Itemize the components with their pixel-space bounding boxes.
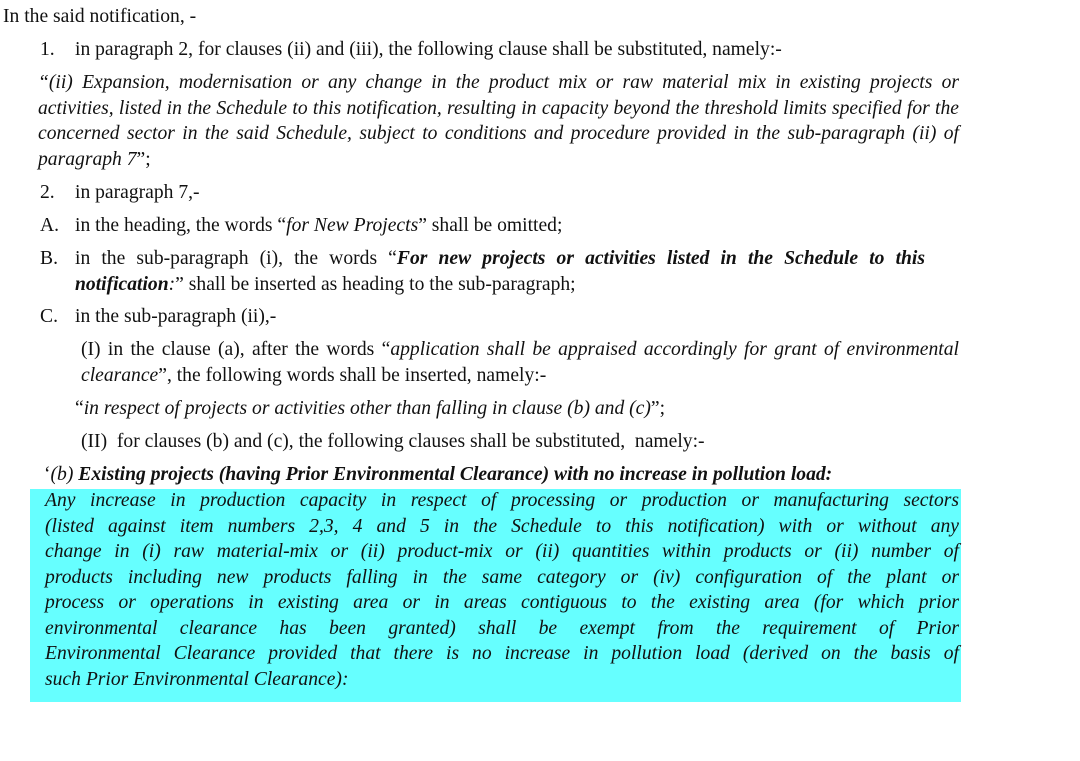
- clause-b-line-1: Any increase in production capacity in respect of processing or production or manufacturing sectors: [45, 490, 959, 511]
- quote-ii-body: Expansion, modernisation or any change in the product mix or raw material mix in existing projects or activities, listed in the Schedule to this notification, resulting in capacity beyond the threshold limits specified for the concerned sector in the said Schedule, subject to conditions and procedure provided in the sub-paragraph (ii) of paragraph 7: [38, 72, 960, 170]
- quoted-clause-ii: [38, 70, 959, 172]
- item-b-post: ” shall be inserted as heading to the sub-paragraph;: [175, 273, 576, 295]
- quote-ii-open: “(ii): [38, 72, 83, 93]
- item-a-pre: in the heading, the words “: [75, 215, 287, 236]
- item-1-number: 1.: [40, 39, 55, 60]
- item-a-text: [75, 213, 562, 238]
- item-a-letter: A.: [40, 215, 60, 236]
- inserted-italic: in respect of projects or activities other than falling in clause (b) and (c): [83, 398, 651, 419]
- clause-b-line-3: change in (i) raw material-mix or (ii) product-mix or (ii) quantities within products or (ii) number of: [45, 541, 959, 562]
- item-b-colon: :: [168, 273, 176, 295]
- item-2-text: in paragraph 7,-: [75, 182, 200, 203]
- intro-line: In the said notification, -: [3, 6, 197, 27]
- item-a-italic: for New Projects: [286, 215, 419, 236]
- item-b-letter: B.: [40, 248, 58, 269]
- item-2-number: 2.: [40, 182, 55, 203]
- clause-i-pre: (I) in the clause (a), after the words “: [81, 339, 391, 360]
- item-b-text: [75, 246, 925, 297]
- clause-b-label: (b): [50, 464, 79, 485]
- clause-b-line-5: process or operations in existing area or in areas contiguous to the existing area (for which prior: [45, 592, 959, 613]
- clause-ii-text: (II) for clauses (b) and (c), the following clauses shall be substituted, namely:-: [81, 431, 705, 452]
- item-c-letter: C.: [40, 306, 58, 327]
- clause-b-line-2: (listed against item numbers 2,3, 4 and 5 in the Schedule to this notification) with or without any: [45, 515, 959, 537]
- item-a-post: ” shall be omitted;: [418, 215, 563, 236]
- clause-b-open-quote: ‘: [44, 464, 51, 485]
- inserted-close: ”;: [650, 398, 666, 419]
- clause-i-text: [81, 337, 959, 388]
- inserted-words: [75, 396, 665, 421]
- clause-b-title: Existing projects (having Prior Environmental Clearance) with no increase in pollution load:: [78, 464, 833, 485]
- clause-b-line-4: products including new products falling in the same category or (iv) configuration of the plant or: [45, 566, 959, 588]
- item-b-pre: in the sub-paragraph (i), the words “: [75, 248, 397, 269]
- inserted-open: “: [75, 398, 84, 419]
- item-1-text: in paragraph 2, for clauses (ii) and (iii), the following clause shall be substituted, namely:-: [75, 39, 782, 60]
- quote-ii-close: ”;: [136, 148, 151, 170]
- clause-b-line-7: Environmental Clearance provided that there is no increase in pollution load (derived on the basis of: [45, 643, 959, 664]
- clause-i-post: ”, the following words shall be inserted, namely:-: [158, 364, 547, 386]
- clause-b-heading: [44, 462, 832, 487]
- clause-b-line-8: such Prior Environmental Clearance):: [45, 668, 349, 690]
- clause-b-line-6: environmental clearance has been granted) shall be exempt from the requirement of Prior: [45, 617, 959, 639]
- clause-i-italic: application shall be appraised accordingly for grant of environmental clearance: [81, 339, 959, 386]
- item-b-bold-italic: For new projects or activities listed in the Schedule to this notification: [75, 248, 926, 295]
- item-c-text: in the sub-paragraph (ii),-: [75, 306, 277, 327]
